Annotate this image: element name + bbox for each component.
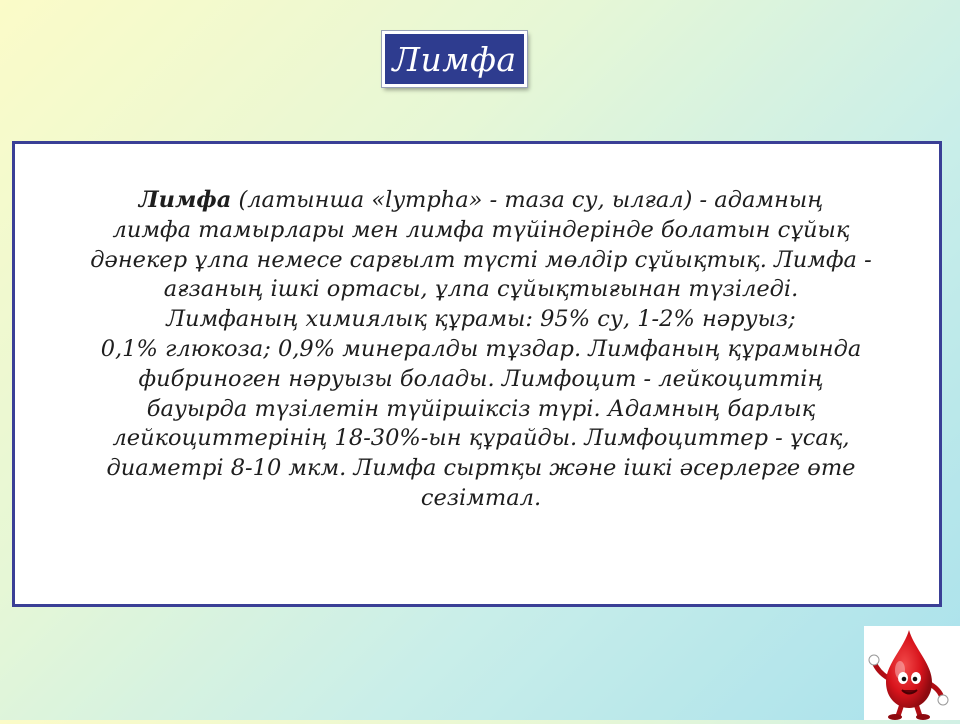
text-line-9: лейкоциттерінің 18-30%-ын құрайды. Лимфоциттер - ұсақ, bbox=[112, 425, 850, 452]
page-title: Лимфа bbox=[392, 39, 517, 79]
text-line-11: сезімтал. bbox=[420, 484, 542, 511]
text-line-3: дәнекер ұлпа немесе сарғылт түсті мөлдір сұйықтық. Лимфа - bbox=[90, 246, 872, 273]
text-line-2: лимфа тамырлары мен лимфа түйіндерінде болатын сұйық bbox=[112, 216, 850, 243]
text-line-4: ағзаның ішкі ортасы, ұлпа сұйықтығынан түзіледі. bbox=[163, 276, 799, 303]
term-bold: Лимфа bbox=[138, 187, 232, 213]
text-line-10: диаметрі 8-10 мкм. Лимфа сыртқы және ішкі әсерлерге өте bbox=[106, 455, 856, 482]
text-line-5: Лимфаның химиялық құрамы: 95% су, 1-2% нәруыз; bbox=[166, 306, 796, 333]
text-line-7: фибриноген нәруызы болады. Лимфоцит - лейкоциттің bbox=[138, 365, 824, 392]
blood-drop-mascot-icon bbox=[864, 626, 960, 720]
content-box bbox=[12, 141, 942, 607]
definition-text bbox=[37, 186, 925, 514]
text-line-1-rest: (латынша «lympha» - таза су, ылғал) - адамның bbox=[231, 187, 824, 213]
text-line-6: 0,1% глюкоза; 0,9% минералды тұздар. Лимфаның құрамында bbox=[100, 335, 862, 362]
title-box bbox=[382, 31, 527, 87]
text-line-8: бауырда түзілетін түйіршіксіз түрі. Адамның барлық bbox=[146, 395, 816, 422]
text-line-1 bbox=[37, 186, 925, 216]
